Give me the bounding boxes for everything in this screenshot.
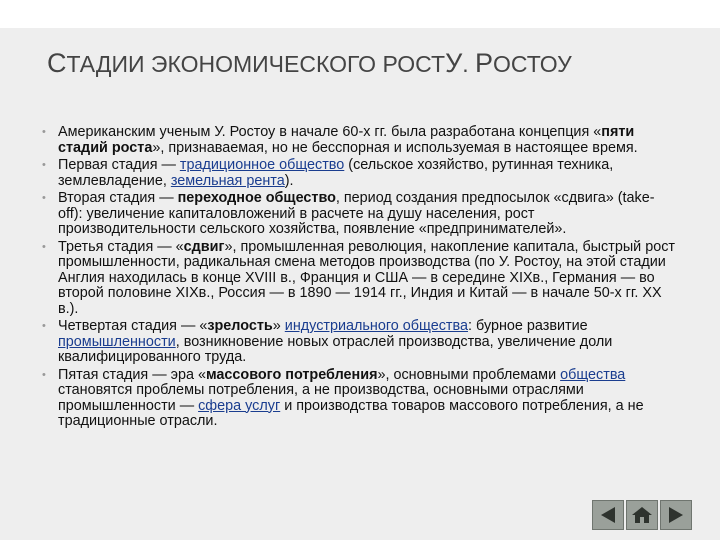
bold-term: переходное общество	[177, 190, 336, 206]
link-traditional-society[interactable]: традиционное общество	[179, 157, 345, 173]
text: и производства товаров массового потребления, а не традиционные отрасли.	[58, 397, 644, 429]
bullet-list	[40, 125, 676, 432]
list-item	[40, 191, 676, 238]
title-word-1: ТАДИИ	[66, 51, 145, 77]
link-industrial-society[interactable]: индустриального общества	[284, 318, 469, 334]
text: Пятая стадия — эра «	[58, 366, 206, 383]
list-item	[40, 158, 676, 189]
text: Первая стадия —	[58, 157, 180, 173]
bullet-icon: •	[42, 240, 46, 253]
title-initial-2: Р	[475, 48, 494, 78]
title-initial: С	[47, 48, 67, 78]
list-item	[40, 319, 676, 366]
list-item	[40, 240, 676, 318]
bold-term: пяти стадий роста	[58, 124, 635, 156]
bullet-icon: •	[42, 320, 46, 332]
right-arrow-icon	[665, 505, 687, 525]
link-society[interactable]: общества	[560, 366, 626, 383]
bold-term: зрелость	[207, 318, 273, 334]
prev-slide-button[interactable]	[592, 500, 624, 530]
text: », промышленная революция, накопление капитала, быстрый рост промышленности, радикальная смена методов производства (по У. Ростоу, на этой стадии Англия находилась в конце XVIII в., Франция и США — в середине XIXв., Германия — во второй половине XIXв., Россия — в 1890 — 1914 гг., Индия и Китай — в начале 50-х гг. XX в.).	[58, 238, 675, 317]
home-icon	[630, 505, 654, 525]
slide-navigation	[592, 500, 692, 530]
next-slide-button[interactable]	[660, 500, 692, 530]
text: »	[272, 318, 285, 334]
bullet-icon: •	[42, 126, 46, 138]
text: , период создания предпосылок «сдвига» (take-off): увеличение капиталовложений в расчете на душу населения, рост производительности сельского хозяйства, появление «предпринимателей».	[58, 190, 655, 237]
text: , возникновение новых отраслей производства, увеличение доли квалифицированного труда.	[58, 333, 613, 365]
text: Американским ученым У. Ростоу в начале 60-х гг. была разработана концепция «	[58, 124, 602, 140]
text: Вторая стадия —	[58, 190, 178, 206]
title-word-3-end: У	[445, 48, 463, 78]
text: (сельское хозяйство, рутинная техника, землевладение,	[58, 157, 614, 189]
bullet-icon: •	[42, 192, 46, 204]
bold-term: массового потребления	[205, 366, 378, 383]
text: ).	[284, 172, 294, 189]
list-item	[40, 125, 676, 156]
top-band	[0, 0, 720, 28]
title-word-3: РОСТ	[382, 51, 446, 77]
text: становятся проблемы потребления, а не производства, основными отраслями промышленности —	[58, 382, 584, 414]
text: Третья стадия — «	[58, 238, 184, 255]
title-sep: .	[462, 51, 475, 77]
link-services-sector[interactable]: сфера услуг	[198, 397, 281, 414]
text: Четвертая стадия — «	[58, 318, 208, 334]
link-industry[interactable]: промышленности	[58, 333, 176, 350]
home-button[interactable]	[626, 500, 658, 530]
bullet-icon: •	[42, 368, 46, 381]
text: : бурное развитие	[468, 318, 588, 334]
left-arrow-icon	[597, 505, 619, 525]
text: », признаваемая, но не бесспорная и используемая в настоящее время.	[152, 139, 638, 156]
text: », основными проблемами	[377, 366, 561, 383]
bullet-icon: •	[42, 159, 46, 171]
list-item	[40, 368, 676, 430]
slide-title	[47, 48, 687, 79]
title-word-4: ОСТОУ	[493, 51, 572, 77]
bold-term: сдвиг	[183, 238, 225, 255]
link-land-rent[interactable]: земельная рента	[170, 172, 285, 189]
title-word-2: ЭКОНОМИЧЕСКОГО	[150, 51, 377, 77]
